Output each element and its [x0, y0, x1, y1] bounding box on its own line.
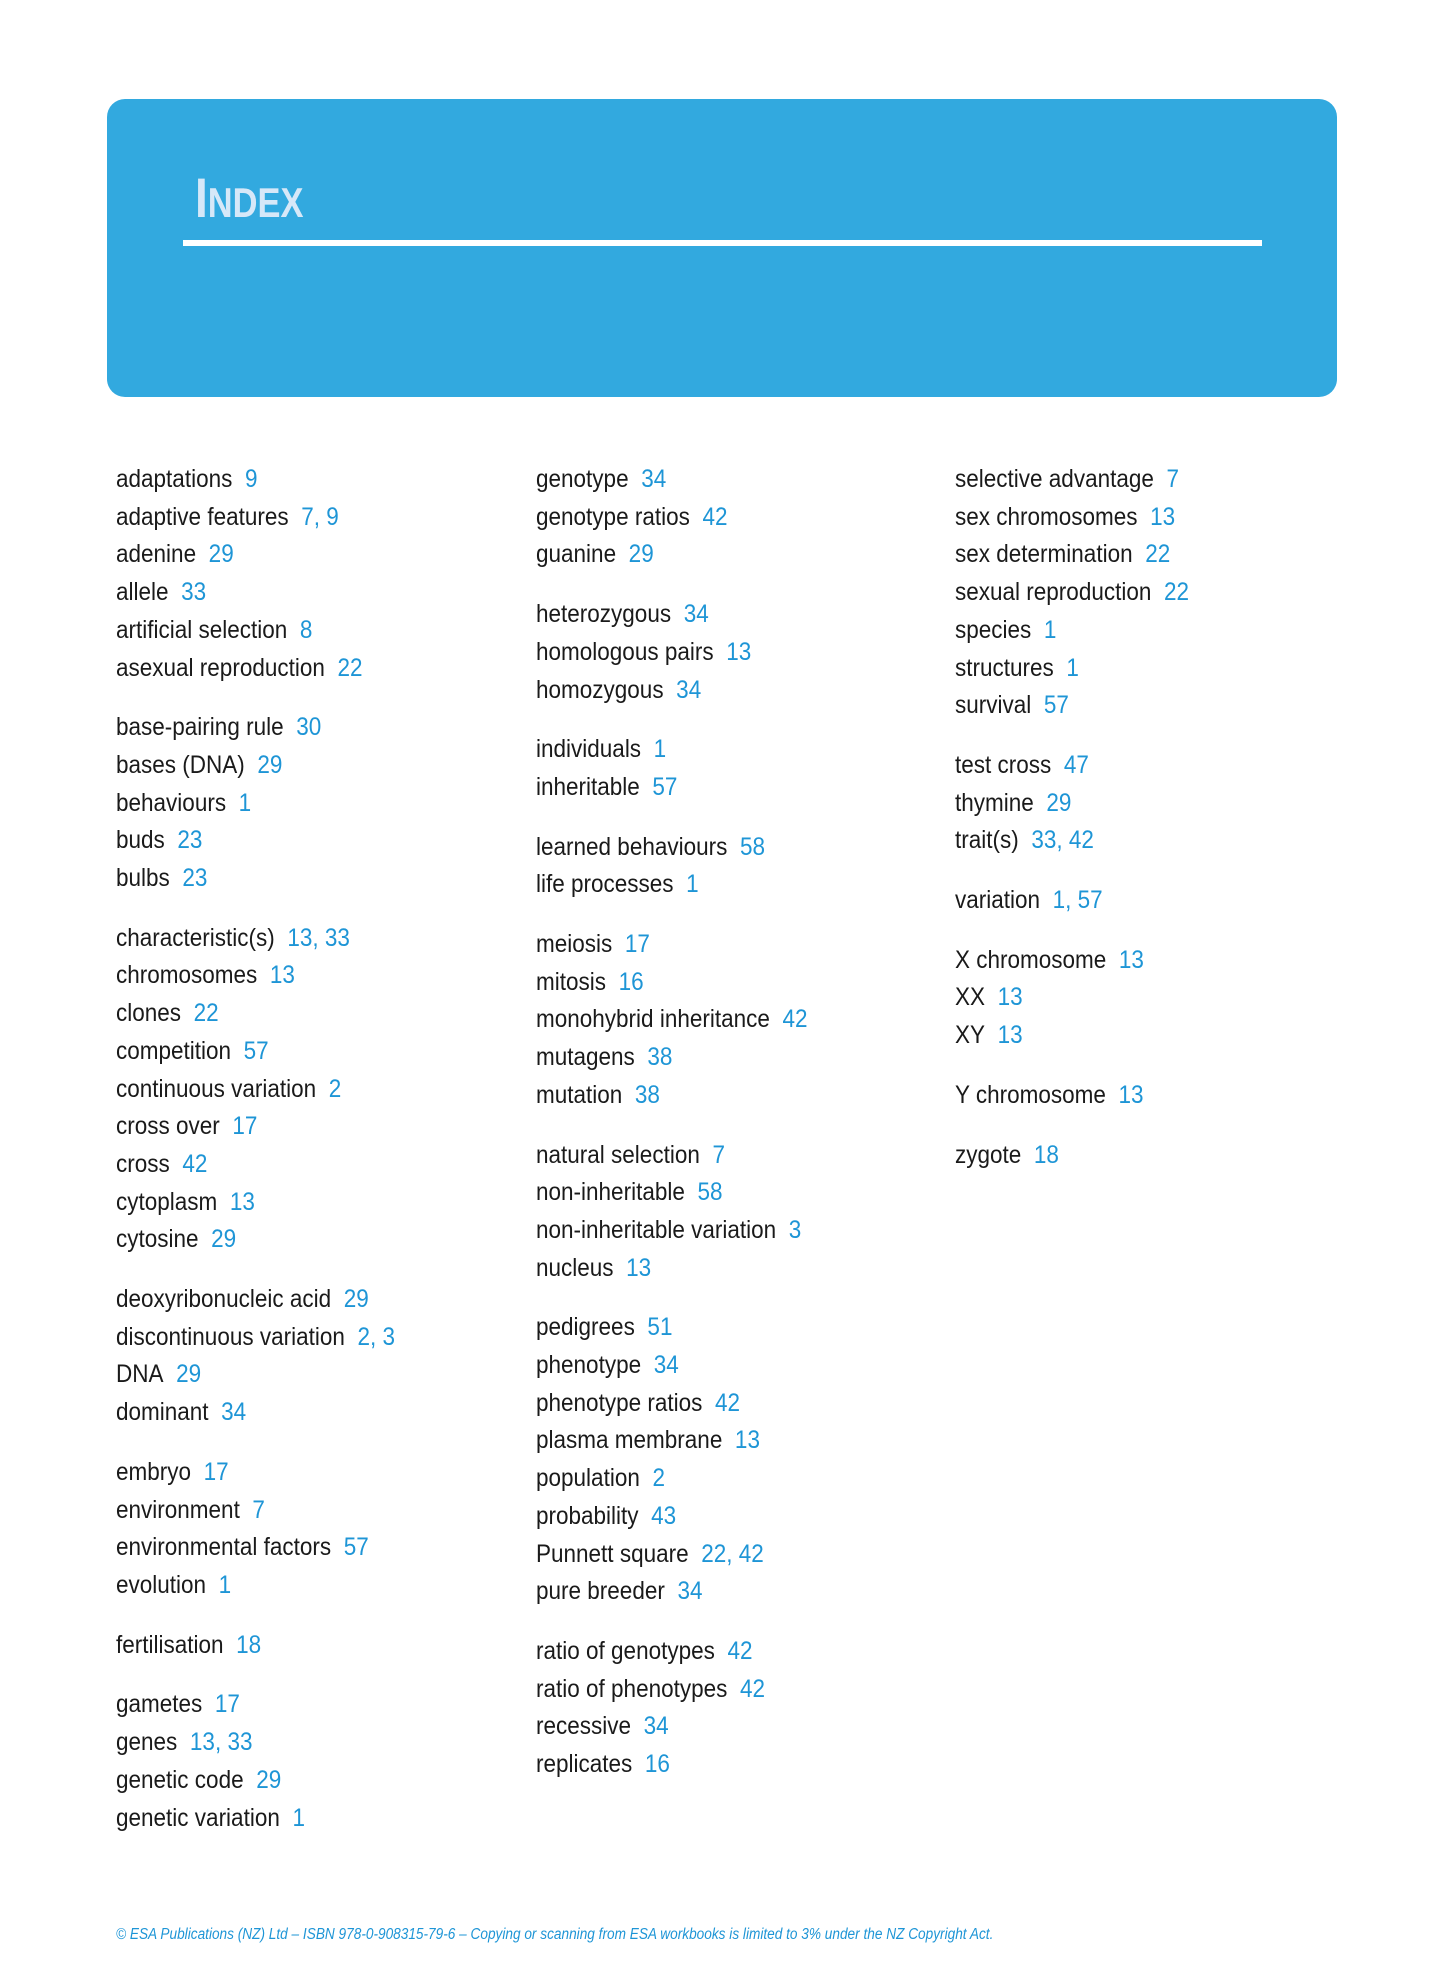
page-reference: 7	[252, 1495, 265, 1524]
index-entry	[536, 536, 896, 574]
index-letter-group	[536, 926, 936, 1115]
page-reference: 1	[686, 870, 699, 899]
index-letter-group	[536, 829, 936, 904]
index-term: mitosis	[536, 967, 607, 996]
index-term: ratio of phenotypes	[536, 1674, 728, 1703]
page-reference: 13, 33	[189, 1728, 253, 1757]
index-term: homologous pairs	[536, 637, 714, 666]
index-entry	[955, 536, 1315, 574]
index-entry	[955, 747, 1315, 785]
index-entry	[536, 1573, 896, 1611]
page-reference: 42	[739, 1674, 766, 1703]
index-term: species	[955, 615, 1032, 644]
index-term: adenine	[116, 540, 197, 569]
page-reference: 29	[628, 540, 654, 569]
page-reference: 9	[244, 465, 258, 493]
page-reference: 34	[676, 675, 702, 704]
index-entry	[955, 612, 1315, 650]
index-letter-group	[116, 1686, 516, 1837]
page-reference: 1, 57	[1052, 886, 1103, 915]
index-term: behaviours	[116, 788, 227, 817]
index-entry	[955, 499, 1315, 537]
page-reference: 33, 42	[1031, 826, 1094, 855]
index-term: plasma membrane	[536, 1426, 723, 1455]
index-term: artificial selection	[116, 615, 288, 644]
page-reference: 13	[1150, 502, 1176, 531]
index-entry	[536, 866, 896, 904]
page-reference: 34	[221, 1398, 247, 1427]
index-term: pedigrees	[536, 1313, 635, 1342]
index-entry	[536, 1536, 896, 1574]
index-entry	[116, 1281, 476, 1319]
index-letter-group	[536, 596, 936, 709]
page-reference: 13	[269, 961, 295, 990]
index-entry	[536, 1001, 896, 1039]
page-reference: 1	[1066, 653, 1079, 682]
index-term: competition	[116, 1036, 232, 1065]
index-term: ratio of genotypes	[536, 1636, 715, 1665]
index-term: genes	[116, 1728, 178, 1757]
index-term: variation	[955, 886, 1041, 915]
index-entry	[955, 979, 1315, 1017]
index-term: environmental factors	[116, 1533, 332, 1562]
index-term: embryo	[116, 1457, 192, 1486]
index-letter-group	[116, 1454, 516, 1605]
index-term: sex chromosomes	[955, 502, 1138, 531]
index-term: monohybrid inheritance	[536, 1005, 770, 1034]
index-letter-group	[116, 709, 516, 898]
page-reference: 13	[626, 1253, 652, 1282]
page-reference: 34	[641, 465, 667, 493]
page-reference: 29	[256, 1765, 282, 1794]
title-underline	[183, 240, 1262, 246]
page-reference: 18	[236, 1630, 262, 1659]
page-reference: 7	[712, 1140, 725, 1169]
index-term: mutation	[536, 1080, 623, 1109]
index-entry	[116, 1724, 476, 1762]
index-term: dominant	[116, 1398, 209, 1427]
page-reference: 58	[697, 1178, 723, 1207]
page-reference: 42	[782, 1005, 808, 1034]
index-entry	[116, 1356, 476, 1394]
index-term: XX	[955, 983, 986, 1012]
index-entry	[116, 612, 476, 650]
index-entry	[536, 731, 896, 769]
index-term: genetic variation	[116, 1803, 280, 1832]
page-reference: 13	[734, 1426, 760, 1455]
index-entry	[116, 1394, 476, 1432]
page-reference: 22	[193, 999, 219, 1028]
page-reference: 3	[788, 1215, 802, 1244]
index-term: gametes	[116, 1690, 203, 1719]
page-reference: 22, 42	[701, 1539, 764, 1568]
index-term: life processes	[536, 870, 674, 899]
index-entry	[536, 1422, 896, 1460]
index-term: environment	[116, 1495, 240, 1524]
index-term: DNA	[116, 1360, 164, 1389]
index-entry	[536, 1633, 896, 1671]
index-entry	[116, 709, 476, 747]
index-entry	[536, 964, 896, 1002]
page-reference: 17	[203, 1457, 229, 1486]
index-entry	[116, 1071, 476, 1109]
index-letter-group	[116, 461, 516, 687]
index-entry	[116, 920, 476, 958]
page-reference: 7	[1166, 465, 1180, 493]
index-letter-group	[536, 1633, 936, 1784]
page-reference: 42	[702, 502, 728, 531]
copyright-footer: © ESA Publications (NZ) Ltd – ISBN 978-0-908315-79-6 – Copying or scanning from ESA workbooks is limited to 3% under the NZ Copyright Act.	[116, 1926, 994, 1943]
index-entry	[116, 1454, 476, 1492]
index-term: adaptive features	[116, 502, 289, 531]
page-reference: 22	[337, 653, 363, 682]
index-term: homozygous	[536, 675, 664, 704]
index-entry	[536, 1077, 896, 1115]
index-term: sexual reproduction	[955, 578, 1152, 607]
page-reference: 29	[176, 1360, 202, 1389]
index-term: clones	[116, 999, 182, 1028]
index-column-3	[955, 461, 1355, 1196]
index-entry	[116, 1319, 476, 1357]
index-letter-group	[116, 920, 516, 1259]
index-term: heterozygous	[536, 600, 672, 629]
index-term: recessive	[536, 1712, 632, 1741]
page-reference: 16	[644, 1750, 670, 1779]
index-entry	[116, 574, 476, 612]
page-reference: 33	[181, 578, 207, 607]
page-reference: 18	[1033, 1140, 1059, 1169]
index-entry	[955, 574, 1315, 612]
index-term: survival	[955, 691, 1032, 720]
index-entry	[536, 926, 896, 964]
index-term: trait(s)	[955, 826, 1019, 855]
index-term: bases (DNA)	[116, 750, 245, 779]
index-entry	[116, 1184, 476, 1222]
index-term: natural selection	[536, 1140, 700, 1169]
page-reference: 34	[677, 1577, 703, 1606]
index-entry	[955, 650, 1315, 688]
index-term: guanine	[536, 540, 617, 569]
page-title-initial: I	[195, 166, 208, 229]
index-term: cross over	[116, 1112, 220, 1141]
index-entry	[955, 1077, 1315, 1115]
index-entry	[536, 1347, 896, 1385]
index-entry	[536, 1671, 896, 1709]
index-letter-group	[955, 942, 1355, 1055]
page-reference: 16	[618, 967, 644, 996]
index-letter-group	[955, 1137, 1355, 1175]
index-term: chromosomes	[116, 961, 258, 990]
index-entry	[955, 942, 1315, 980]
page-reference: 1	[292, 1803, 305, 1832]
index-term: X chromosome	[955, 945, 1107, 974]
index-entry	[116, 1686, 476, 1724]
index-entry	[116, 461, 476, 499]
index-entry	[955, 785, 1315, 823]
page-reference: 42	[714, 1388, 741, 1417]
page-reference: 34	[653, 1351, 679, 1380]
index-term: continuous variation	[116, 1074, 317, 1103]
index-term: evolution	[116, 1570, 207, 1599]
page-reference: 38	[647, 1043, 673, 1072]
index-entry	[116, 1221, 476, 1259]
page-reference: 17	[624, 930, 650, 959]
page-reference: 30	[296, 713, 322, 742]
page-reference: 1	[238, 788, 252, 817]
index-term: Y chromosome	[955, 1080, 1106, 1109]
index-entry	[536, 499, 896, 537]
index-entry	[116, 1529, 476, 1567]
index-column-2	[536, 461, 936, 1806]
page-reference: 13, 33	[287, 923, 350, 952]
index-entry	[955, 1017, 1315, 1055]
index-entry	[116, 785, 476, 823]
index-letter-group	[955, 1077, 1355, 1115]
index-term: individuals	[536, 735, 642, 764]
page-title-rest: NDEX	[207, 179, 304, 226]
index-term: fertilisation	[116, 1630, 224, 1659]
index-term: replicates	[536, 1750, 633, 1779]
index-term: cytoplasm	[116, 1187, 218, 1216]
index-letter-group	[536, 461, 936, 574]
index-term: pure breeder	[536, 1577, 665, 1606]
index-term: genotype	[536, 465, 629, 493]
index-letter-group	[536, 1137, 936, 1288]
index-term: mutagens	[536, 1043, 635, 1072]
index-term: learned behaviours	[536, 832, 728, 861]
page-reference: 47	[1063, 750, 1089, 779]
index-entry	[116, 747, 476, 785]
page-reference: 1	[218, 1570, 232, 1599]
page-reference: 57	[1043, 691, 1069, 720]
index-entry	[116, 1762, 476, 1800]
index-entry	[536, 1212, 896, 1250]
index-letter-group	[116, 1281, 516, 1432]
page-reference: 2, 3	[357, 1322, 396, 1351]
index-letter-group	[955, 747, 1355, 860]
page-reference: 13	[229, 1187, 255, 1216]
page-reference: 13	[1118, 1080, 1144, 1109]
index-term: test cross	[955, 750, 1052, 779]
index-term: thymine	[955, 788, 1034, 817]
index-entry	[116, 499, 476, 537]
index-term: Punnett square	[536, 1539, 689, 1568]
index-term: base-pairing rule	[116, 713, 284, 742]
index-term: deoxyribonucleic acid	[116, 1285, 332, 1314]
index-entry	[536, 634, 896, 672]
index-entry	[116, 1108, 476, 1146]
index-entry	[116, 957, 476, 995]
page-reference: 8	[299, 615, 313, 644]
page-reference: 34	[643, 1712, 669, 1741]
index-header-banner	[107, 99, 1337, 397]
index-entry	[955, 1137, 1315, 1175]
index-term: adaptations	[116, 465, 233, 493]
index-entry	[955, 461, 1315, 499]
index-term: phenotype ratios	[536, 1388, 703, 1417]
index-term: probability	[536, 1501, 639, 1530]
page-reference: 23	[182, 864, 208, 893]
index-entry	[116, 1800, 476, 1838]
index-term: cross	[116, 1149, 170, 1178]
index-letter-group	[955, 882, 1355, 920]
index-term: buds	[116, 826, 165, 855]
index-term: structures	[955, 653, 1054, 682]
page-reference: 38	[634, 1080, 660, 1109]
page-title	[195, 166, 304, 229]
page-reference: 17	[232, 1112, 258, 1141]
page-reference: 57	[243, 1036, 269, 1065]
index-term: cytosine	[116, 1225, 199, 1254]
index-entry	[536, 1746, 896, 1784]
index-term: nucleus	[536, 1253, 614, 1282]
index-term: genotype ratios	[536, 502, 690, 531]
index-term: discontinuous variation	[116, 1322, 345, 1351]
page-reference: 43	[651, 1501, 677, 1530]
index-entry	[116, 860, 476, 898]
page-reference: 22	[1145, 540, 1171, 569]
index-letter-group	[955, 461, 1355, 725]
index-entry	[116, 536, 476, 574]
index-term: characteristic(s)	[116, 923, 275, 952]
page-reference: 1	[653, 735, 667, 764]
index-letter-group	[536, 731, 936, 806]
index-term: sex determination	[955, 540, 1133, 569]
page-reference: 13	[997, 1021, 1023, 1050]
index-entry	[536, 1309, 896, 1347]
page-reference: 58	[739, 832, 766, 861]
index-term: asexual reproduction	[116, 653, 325, 682]
page-reference: 42	[727, 1636, 753, 1665]
page-reference: 34	[683, 600, 709, 629]
index-term: non-inheritable variation	[536, 1215, 777, 1244]
page-reference: 29	[257, 750, 283, 779]
index-entry	[536, 1250, 896, 1288]
index-term: genetic code	[116, 1765, 244, 1794]
index-entry	[536, 1385, 896, 1423]
page-reference: 22	[1163, 578, 1190, 607]
index-letter-group	[536, 1309, 936, 1611]
index-entry	[536, 1498, 896, 1536]
index-term: meiosis	[536, 930, 613, 959]
index-term: population	[536, 1464, 640, 1493]
index-term: selective advantage	[955, 465, 1154, 493]
index-entry	[116, 1033, 476, 1071]
page-reference: 57	[343, 1533, 369, 1562]
index-entry	[955, 882, 1315, 920]
index-entry	[536, 596, 896, 634]
index-term: phenotype	[536, 1351, 642, 1380]
index-entry	[116, 1492, 476, 1530]
index-term: non-inheritable	[536, 1178, 685, 1207]
page-reference: 51	[647, 1313, 673, 1342]
page-reference: 13	[1118, 945, 1144, 974]
index-entry	[536, 1039, 896, 1077]
page-reference: 29	[208, 540, 234, 569]
index-term: allele	[116, 578, 169, 607]
index-term: XY	[955, 1021, 986, 1050]
page-reference: 29	[343, 1285, 369, 1314]
index-entry	[536, 829, 896, 867]
index-entry	[116, 650, 476, 688]
page-reference: 29	[211, 1225, 237, 1254]
page-reference: 42	[182, 1149, 208, 1178]
index-entry	[536, 461, 896, 499]
index-term: inheritable	[536, 772, 640, 801]
page-reference: 57	[652, 772, 678, 801]
index-entry	[116, 822, 476, 860]
page-reference: 2	[652, 1464, 665, 1493]
index-entry	[955, 687, 1315, 725]
index-entry	[116, 1146, 476, 1184]
index-entry	[116, 1627, 476, 1665]
page-reference: 2	[328, 1074, 342, 1103]
page-reference: 7, 9	[301, 502, 339, 531]
index-entry	[116, 1567, 476, 1605]
page-reference: 13	[726, 637, 752, 666]
index-entry	[536, 1137, 896, 1175]
index-term: zygote	[955, 1140, 1022, 1169]
index-term: bulbs	[116, 864, 170, 893]
index-entry	[536, 1460, 896, 1498]
index-entry	[116, 995, 476, 1033]
index-entry	[955, 822, 1315, 860]
page-reference: 17	[214, 1690, 240, 1719]
index-entry	[536, 1708, 896, 1746]
index-entry	[536, 672, 896, 710]
page-reference: 13	[997, 983, 1023, 1012]
index-entry	[536, 769, 896, 807]
page-reference: 1	[1043, 615, 1057, 644]
index-entry	[536, 1174, 896, 1212]
index-column-1	[116, 461, 516, 1859]
page-reference: 23	[177, 826, 203, 855]
page-reference: 29	[1046, 788, 1072, 817]
index-letter-group	[116, 1627, 516, 1665]
